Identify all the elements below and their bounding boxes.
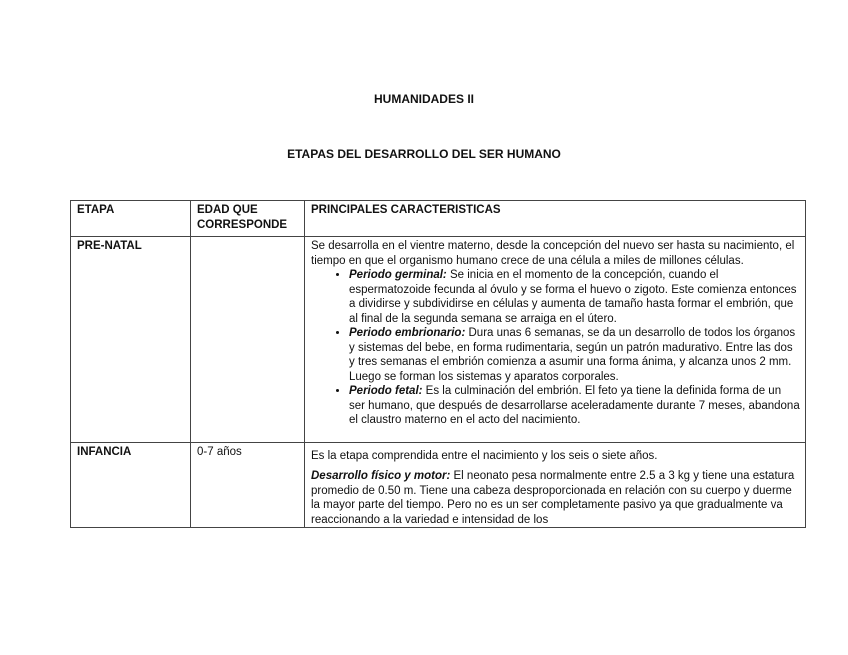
table-header-row — [71, 201, 806, 237]
text-embrionario: Dura unas 6 semanas, se da un desarrollo de todos los órganos y sistemas del bebe, en forma rudimentaria, según un patrón madurativo. Entre las dos y tres semanas el embrión comienza a asumir una forma ánima, y alcanza unos 2 mm. Luego se forman los sistemas y aparatos corporales. — [349, 327, 796, 383]
text-germinal: Se inicia en el momento de la concepción, cuando el espermatozoide fecunda al óvulo y se forma el huevo o zigoto. Este comienza entonces a dividirse y subdividirse en células y aumenta de tamaño hasta formar el embrión, que al final de la segunda semana se arraiga en el útero. — [349, 269, 797, 325]
infancia-desarrollo — [311, 469, 800, 527]
header-edad: EDAD QUE CORRESPONDE — [191, 201, 305, 237]
etapa-infancia: INFANCIA — [71, 442, 191, 527]
list-item-germinal — [349, 268, 800, 326]
edad-prenatal — [191, 237, 305, 443]
stages-table — [70, 200, 806, 528]
caracteristicas-prenatal — [305, 237, 806, 443]
etapa-prenatal: PRE-NATAL — [71, 237, 191, 443]
text-fetal: Es la culminación del embrión. El feto ya tiene la definida forma de un ser humano, que después de desarrollarse aceleradamente durante 7 meses, abandona el claustro materno en el acto del nacimiento. — [349, 385, 800, 426]
term-embrionario: Periodo embrionario: — [349, 327, 466, 339]
text-desarrollo: El neonato pesa normalmente entre 2.5 a 3 kg y tiene una estatura promedio de 0.50 m. Tiene una cabeza desproporcionada en relación con su cuerpo y duerme la mayor parte del tiempo. Pero no es un ser completamente pasivo ya que gradualmente va reaccionando a la variedad e intensidad de los — [311, 470, 795, 526]
term-germinal: Periodo germinal: — [349, 269, 447, 281]
header-caracteristicas: PRINCIPALES CARACTERISTICAS — [305, 201, 806, 237]
infancia-intro: Es la etapa comprendida entre el nacimiento y los seis o siete años. — [311, 449, 658, 462]
term-fetal: Periodo fetal: — [349, 385, 423, 397]
table-row-prenatal — [71, 237, 806, 443]
list-item-embrionario — [349, 326, 800, 384]
caracteristicas-infancia — [305, 442, 806, 527]
table-row-infancia — [71, 442, 806, 527]
list-item-fetal — [349, 384, 800, 428]
document-title: HUMANIDADES II — [373, 92, 474, 106]
header-etapa: ETAPA — [71, 201, 191, 237]
prenatal-periods-list — [311, 268, 800, 428]
document-subtitle: ETAPAS DEL DESARROLLO DEL SER HUMANO — [287, 147, 561, 161]
term-desarrollo: Desarrollo físico y motor: — [311, 470, 451, 482]
edad-infancia: 0-7 años — [191, 442, 305, 527]
prenatal-intro: Se desarrolla en el vientre materno, desde la concepción del nuevo ser hasta su nacimiento, el tiempo en que el organismo humano crece de una célula a miles de millones células. — [311, 240, 795, 267]
